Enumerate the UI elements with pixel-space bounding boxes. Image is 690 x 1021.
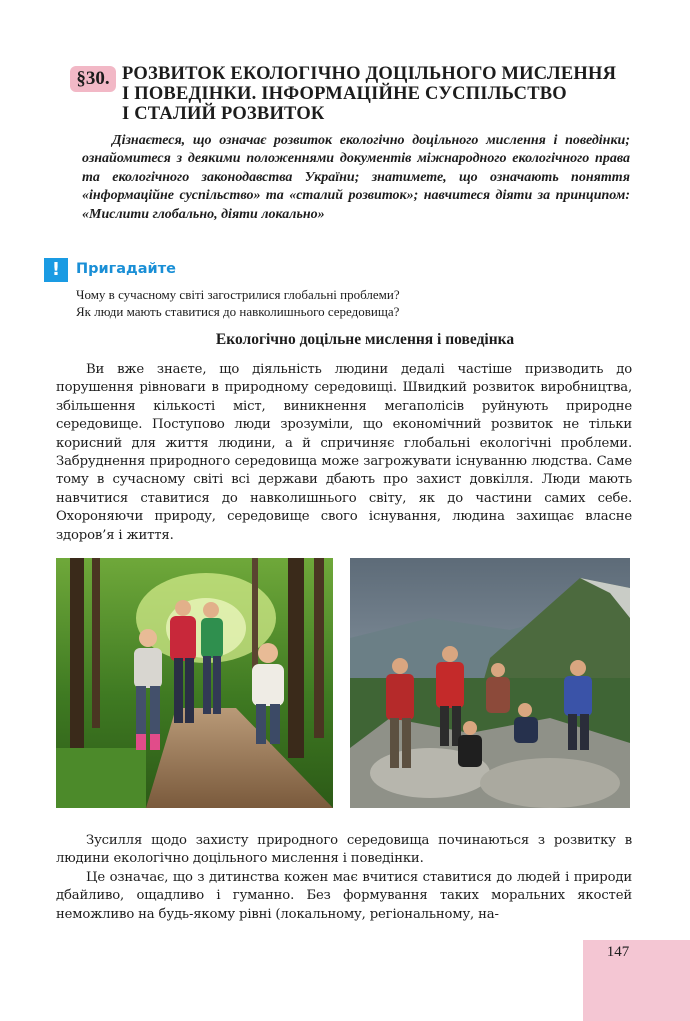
page-number: 147 xyxy=(606,944,630,960)
page-title xyxy=(122,64,642,124)
forest-family-photo xyxy=(56,558,333,808)
exclamation-icon: ! xyxy=(44,258,68,282)
title-line-1: РОЗВИТОК ЕКОЛОГІЧНО ДОЦІЛЬНОГО МИСЛЕННЯ xyxy=(122,64,617,84)
section-heading: Екологічно доцільне мислення і поведінка xyxy=(215,331,515,348)
remind-question: Чому в сучасному світі загострилися глобальні проблеми? xyxy=(76,287,400,302)
intro-paragraph: Дізнаєтеся, що означає розвиток екологічно доцільного мислення і поведінки; ознайомитеся з деякими положеннями документів міжнародного екологічного права та екологічного законодавства України; знатимете, що означають поняття «інформаційне суспільство» та «сталий розвиток»; навчитеся діяти за принципом: «Мислити глобально, діяти локально» xyxy=(82,133,630,222)
mountain-hikers-photo xyxy=(350,558,630,808)
body-paragraph-1: Ви вже знаєте, що діяльність людини дедалі частіше призводить до порушення рівноваги в природному середовищі. Швидкий розвиток виробництва, збільшення кількості міст, виникнення мегаполісів руйнують природне середовище. Поступово люди зрозуміли, що економічний розвиток не тільки корисний для життя людини, а й спричиняє глобальні екологічні проблеми. Забруднення природного середовища може загрожувати існуванню людства. Саме тому в сучасному світі всі держави дбають про захист довкілля. Люди мають навчитися ставитися до навколишнього світу, як до частини самих себе. Охороняючи природу, середовище свого існування, людина захищає власне здоров’я і життя. xyxy=(56,362,632,543)
remind-questions xyxy=(76,286,626,320)
title-line-3: І СТАЛИЙ РОЗВИТОК xyxy=(122,104,325,124)
body-paragraph-3: Це означає, що з дитинства кожен має вчитися ставитися до людей і природи дбайливо, ощадливо і гуманно. Без формування таких моральних якостей неможливо на будь-якому рівні (локальному, регіональному, на- xyxy=(56,870,632,922)
page-number-tab xyxy=(583,940,690,1021)
section-number-badge: §30. xyxy=(70,66,116,92)
title-line-2: І ПОВЕДІНКИ. ІНФОРМАЦІЙНЕ СУСПІЛЬСТВО xyxy=(122,84,567,104)
body-paragraph-2: Зусилля щодо захисту природного середовища починаються з розвитку в людини екологічно доцільного мислення і поведінки. xyxy=(56,833,632,867)
remind-question: Як люди мають ставитися до навколишнього середовища? xyxy=(76,304,400,319)
remind-title: Пригадайте xyxy=(76,261,176,277)
